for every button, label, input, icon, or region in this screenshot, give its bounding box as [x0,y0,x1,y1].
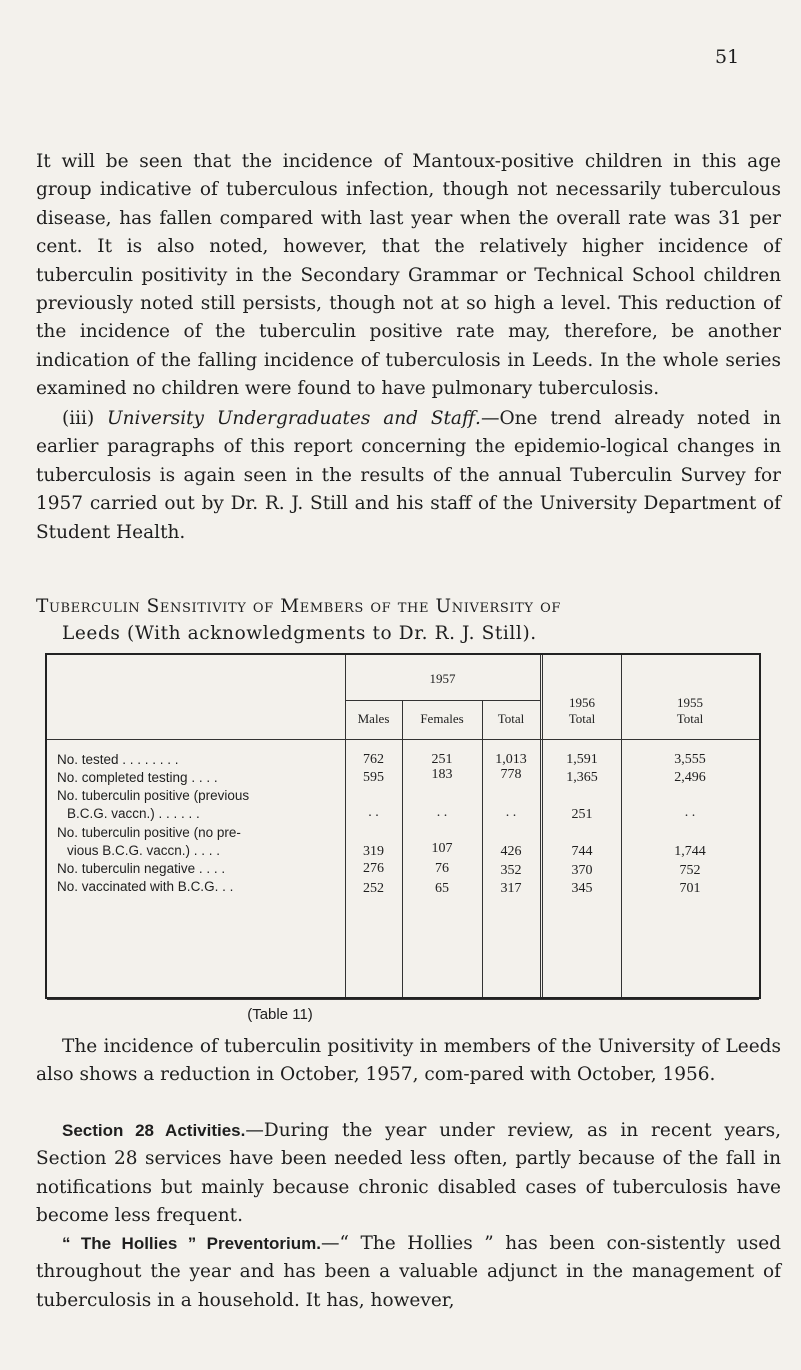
hollies-title: “ The Hollies ” Preventorium. [62,1234,321,1253]
row-label: No. completed testing . . . . [57,770,218,785]
row-label: No. tuberculin negative . . . . [57,861,226,876]
header-1955-year: 1955 [677,695,703,710]
row-females: 251 [431,752,453,767]
header-1957: 1957 [429,671,456,686]
header-females: Females [420,711,464,726]
row-total: 778 [500,767,522,782]
row-total: 426 [500,844,522,859]
row-1956: 251 [571,807,593,822]
row-label: No. tested . . . . . . . . [57,752,179,767]
row-males: . . [368,805,379,820]
row-total: 317 [500,881,522,896]
header-1956-total: Total [568,711,596,726]
row-1955: 2,496 [674,770,706,785]
row-total: 1,013 [495,752,527,767]
hollies-text: —“ The Hollies ” has been con-sistently used throughout the year and has been a valuable adjunct in the management of tuberculosis in a household. It has, however, [36,1233,781,1311]
row-males: 319 [363,844,384,859]
table-heading [36,593,781,647]
row-label: No. tuberculin positive (previous [57,788,250,803]
row-label-cont: vious B.C.G. vaccn.) . . . . [67,843,221,858]
paragraph-university [36,405,781,547]
row-1955: 3,555 [674,752,706,767]
row-total: . . [505,805,517,820]
row-1955: 701 [679,881,701,896]
row-females: 65 [435,881,449,896]
row-females: 183 [431,767,453,782]
row-females: . . [436,805,448,820]
header-total: Total [497,711,525,726]
row-males: 595 [363,770,384,785]
row-males: 276 [363,861,384,876]
paragraph-mantoux: It will be seen that the incidence of Mantoux-positive children in this age group indicative of tuberculous infection, though not necessarily tuberculous disease, has fallen compared with last year when the overall rate was 31 per cent. It is also noted, however, that the relatively higher incidence of tuberculin positivity in the Secondary Grammar or Technical School children previously noted still persists, though not at so high a level. This reduction of the incidence of the tuberculin positive rate may, therefore, be another indication of the falling incidence of tuberculosis in Leeds. In the whole series examined no children were found to have pulmonary tuberculosis. [36,151,781,400]
table-heading-line1: Tuberculin Sensitivity of Members of the University of [36,596,561,617]
row-1955: 752 [679,863,701,878]
row-males: 762 [363,752,384,767]
section-28-text: —During the year under review, as in recent years, Section 28 services have been needed less often, partly because of the fall in notifications but mainly because chronic disabled cases of tuberculosis have become less frequent. [36,1120,782,1227]
row-females: 107 [431,841,453,856]
paragraph-hollies [36,1230,781,1315]
page-number: 51 [715,46,740,68]
row-total: 352 [500,863,522,878]
row-label: No. tuberculin positive (no pre- [57,825,241,840]
row-males: 252 [363,881,384,896]
header-1955-total: Total [676,711,704,726]
tuberculin-table [45,653,761,999]
header-1956-year: 1956 [569,695,595,710]
row-females: 76 [435,861,449,876]
table-caption: (Table 11) [247,1006,313,1023]
row-1956: 1,591 [566,752,598,767]
row-1955: 1,744 [674,844,706,859]
row-label-cont: B.C.G. vaccn.) . . . . . . [67,806,200,821]
row-1956: 345 [571,881,593,896]
section-text: —One trend already noted in earlier paragraphs of this report concerning the epidemio-logical changes in tuberculosis is again seen in the results of the annual Tuberculin Survey for 1957 carried out by Dr. R. J. Still and his staff of the University Department of Student Health. [36,408,781,543]
row-1956: 1,365 [566,770,598,785]
row-1956: 744 [571,844,593,859]
section-label: (iii) [62,408,95,429]
row-1955: . . [684,805,696,820]
row-label: No. vaccinated with B.C.G. . . [57,879,234,894]
row-1956: 370 [571,863,593,878]
section-title: University Undergraduates and Staff. [107,408,481,429]
table-heading-line2: Leeds (With acknowledgments to Dr. R. J. Still). [62,623,537,644]
paragraph-section-28 [36,1117,781,1231]
section-28-title: Section 28 Activities. [62,1121,246,1140]
header-males: Males [357,711,390,726]
paragraph-positivity: The incidence of tuberculin positivity in members of the University of Leeds also shows a reduction in October, 1957, com-pared with October, 1956. [36,1036,781,1086]
